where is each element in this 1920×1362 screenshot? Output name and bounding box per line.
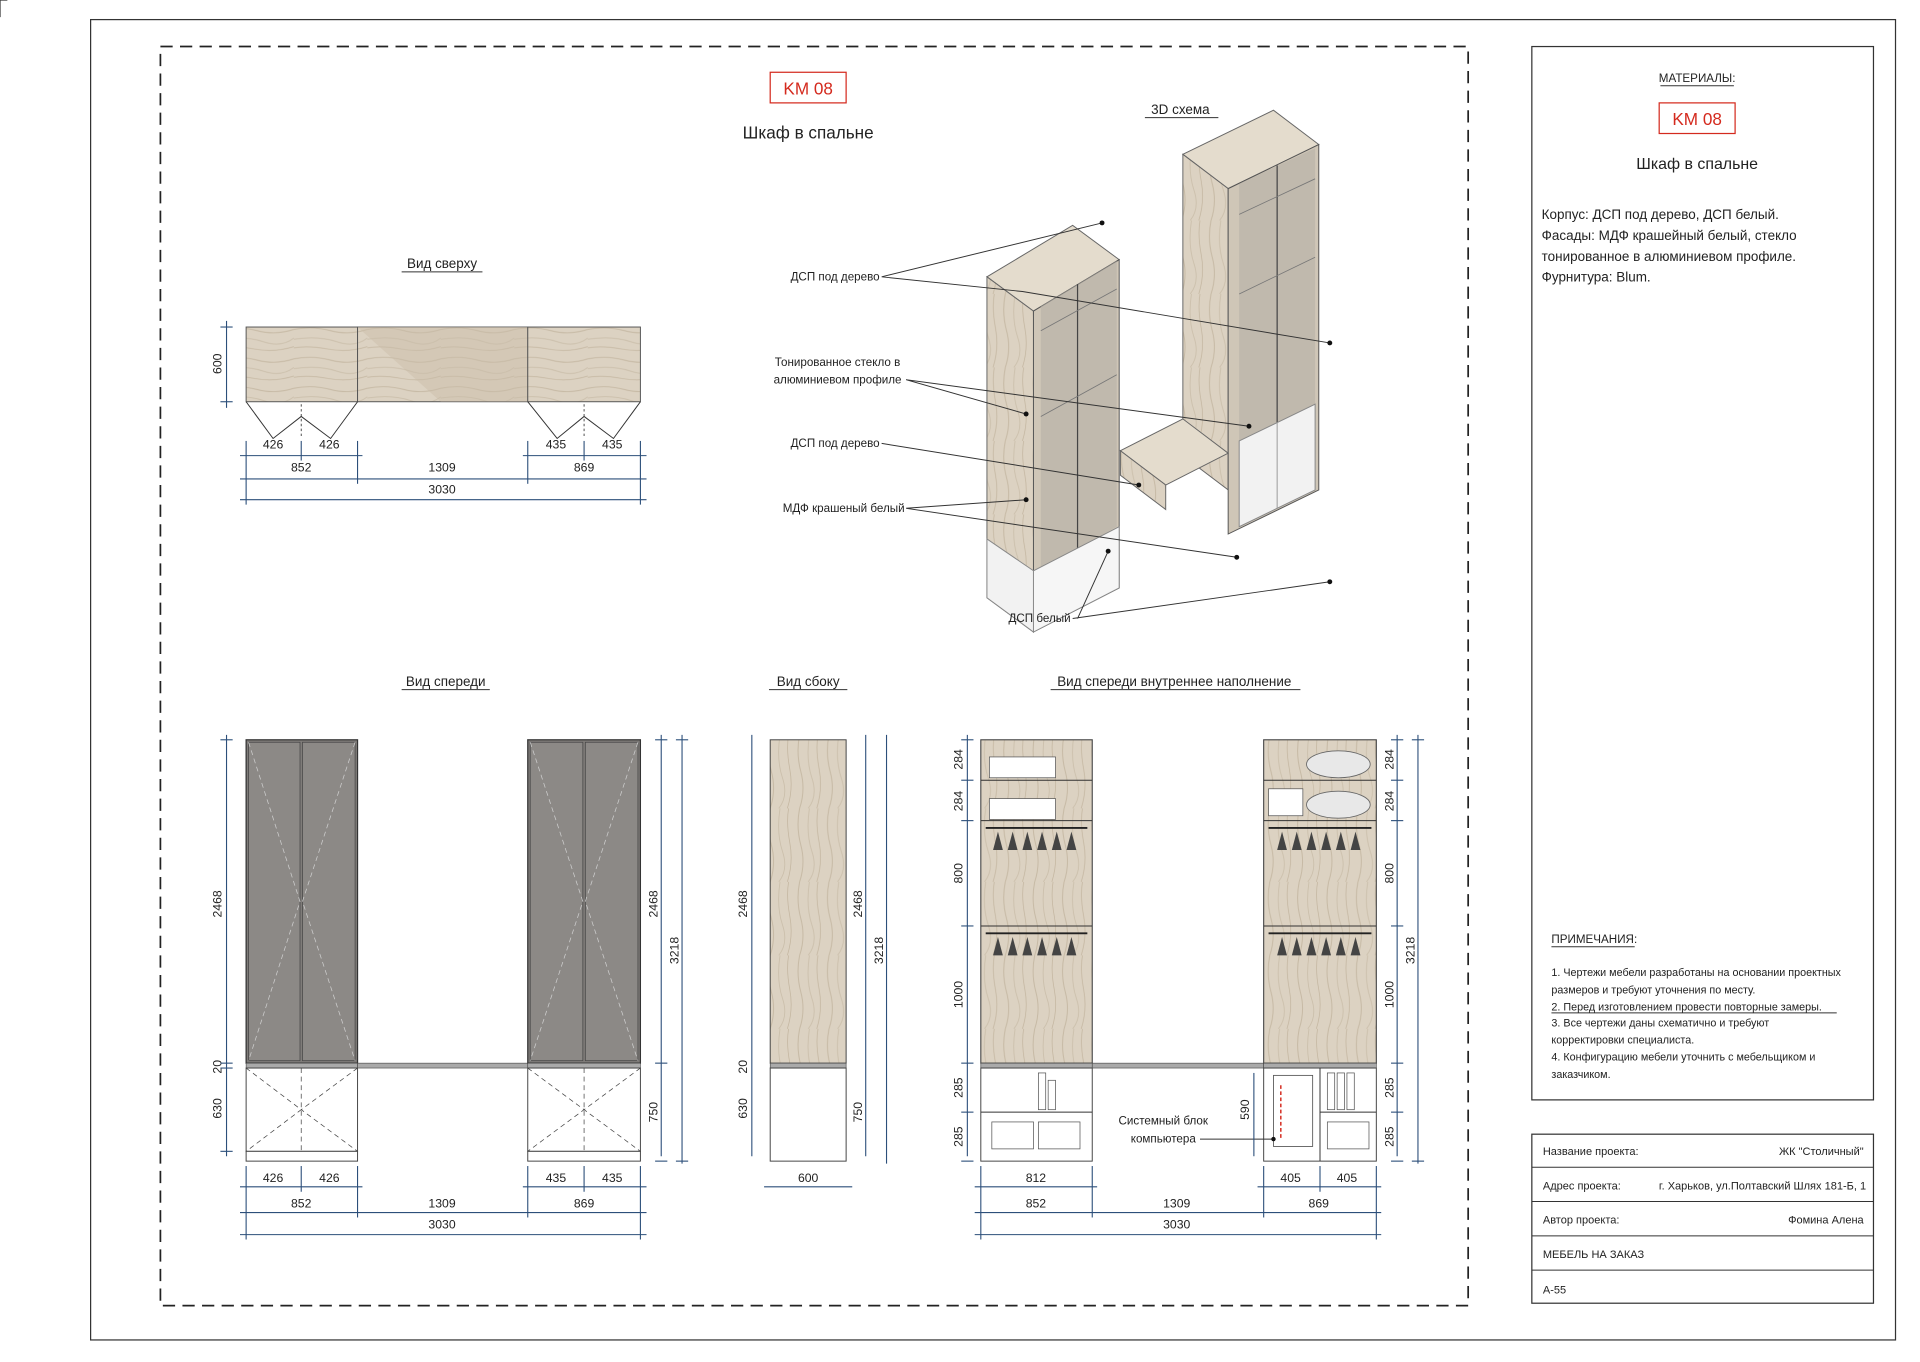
svg-text:852: 852 (291, 1196, 312, 1211)
svg-text:869: 869 (573, 1196, 595, 1211)
svg-text:600: 600 (210, 353, 225, 374)
svg-text:852: 852 (1025, 1196, 1047, 1211)
side-view-title: Вид сбоку (776, 673, 840, 689)
svg-text:800: 800 (951, 863, 966, 884)
callout-glass-1: Тонированное стекло в (774, 356, 901, 370)
svg-text:3218: 3218 (667, 936, 682, 965)
svg-text:284: 284 (951, 749, 966, 770)
materials-title: Шкаф в спальне (1636, 156, 1759, 174)
svg-text:285: 285 (951, 1126, 966, 1147)
svg-text:2468: 2468 (735, 890, 750, 918)
address-value: г. Харьков, ул.Полтавский Шлях 181-Б, 1 (1658, 1180, 1867, 1193)
front-view-title: Вид спереди (405, 673, 486, 689)
svg-text:405: 405 (1336, 1170, 1358, 1185)
isometric-3d-view (882, 110, 1333, 632)
materials-heading: МАТЕРИАЛЫ: (1658, 72, 1736, 86)
svg-text:3030: 3030 (1163, 1217, 1191, 1232)
svg-text:426: 426 (319, 1170, 340, 1185)
svg-text:1000: 1000 (951, 980, 966, 1009)
svg-text:20: 20 (735, 1060, 750, 1074)
svg-text:3218: 3218 (1403, 936, 1418, 965)
inner-view-elevation (981, 740, 1377, 1161)
svg-text:852: 852 (291, 460, 312, 475)
svg-text:435: 435 (602, 1170, 623, 1185)
svg-text:2468: 2468 (210, 890, 225, 918)
materials-line-3: тонированное в алюминиевом профиле. (1541, 248, 1797, 264)
notes-line-6: 4. Конфигурацию мебели уточнить с мебельщиком и (1551, 1051, 1816, 1064)
project-value: ЖК "Столичный" (1778, 1146, 1864, 1159)
svg-text:20: 20 (210, 1060, 225, 1074)
corner-mark (0, 0, 7, 17)
svg-text:869: 869 (573, 460, 595, 475)
svg-text:1309: 1309 (1163, 1196, 1191, 1211)
address-label: Адрес проекта: (1542, 1180, 1621, 1193)
top-view-title: Вид сверху (406, 256, 478, 272)
svg-text:800: 800 (1382, 863, 1397, 884)
svg-text:284: 284 (951, 790, 966, 812)
svg-text:405: 405 (1280, 1170, 1301, 1185)
svg-text:1309: 1309 (428, 460, 456, 475)
side-view-elevation (770, 740, 846, 1161)
svg-text:435: 435 (545, 1170, 567, 1185)
notes-line-7: заказчиком. (1551, 1068, 1611, 1081)
svg-text:285: 285 (1382, 1077, 1397, 1098)
callout-pc-2: компьютера (1130, 1132, 1196, 1146)
drawing-title: Шкаф в спальне (742, 122, 874, 143)
svg-text:630: 630 (735, 1098, 750, 1119)
svg-text:435: 435 (602, 437, 623, 452)
svg-text:1000: 1000 (1382, 980, 1397, 1009)
notes-heading: ПРИМЕЧАНИЯ: (1551, 933, 1638, 947)
svg-text:284: 284 (1382, 749, 1397, 770)
svg-text:869: 869 (1308, 1196, 1329, 1211)
callout-dsp-wood-1: ДСП под дерево (790, 270, 880, 284)
svg-text:3030: 3030 (428, 482, 456, 497)
callout-mdf-white: МДФ крашеный белый (782, 501, 905, 515)
notes-line-1: 1. Чертежи мебели разработаны на основании проектных (1551, 967, 1841, 980)
svg-text:284: 284 (1382, 790, 1397, 812)
svg-text:3030: 3030 (428, 1217, 456, 1232)
svg-text:426: 426 (319, 437, 340, 452)
drawing-code: KM 08 (783, 78, 833, 99)
svg-text:1309: 1309 (428, 1196, 456, 1211)
materials-line-1: Корпус: ДСП под дерево, ДСП белый. (1541, 207, 1779, 223)
svg-text:2468: 2468 (851, 890, 866, 918)
inner-view-title: Вид спереди внутреннее наполнение (1057, 673, 1292, 689)
svg-text:2468: 2468 (646, 890, 661, 918)
notes-line-2: размеров и требуют уточнения по месту. (1551, 984, 1756, 997)
callout-pc-1: Системный блок (1118, 1114, 1208, 1128)
company-name: МЕБЕЛЬ НА ЗАКАЗ (1542, 1248, 1645, 1261)
svg-text:285: 285 (1382, 1126, 1397, 1147)
callout-dsp-white: ДСП белый (1008, 612, 1071, 626)
sheet-number: А-55 (1542, 1284, 1567, 1297)
svg-text:426: 426 (262, 1170, 284, 1185)
notes-line-5: корректировки специалиста. (1551, 1034, 1695, 1047)
svg-text:3218: 3218 (871, 936, 886, 965)
svg-text:590: 590 (1237, 1099, 1252, 1120)
scheme-3d-label: 3D схема (1151, 101, 1210, 117)
author-value: Фомина Алена (1788, 1214, 1864, 1227)
notes-line-4: 3. Все чертежи даны схематично и требуют (1551, 1017, 1770, 1030)
front-view-elevation (246, 740, 640, 1161)
callout-glass-2: алюминиевом профиле (773, 373, 902, 387)
project-label: Название проекта: (1542, 1146, 1639, 1159)
svg-text:600: 600 (797, 1170, 819, 1185)
callout-dsp-wood-2: ДСП под дерево (790, 437, 880, 451)
svg-text:750: 750 (851, 1101, 866, 1123)
notes-line-3: 2. Перед изготовлением провести повторные замеры. (1551, 1001, 1822, 1014)
svg-text:435: 435 (545, 437, 567, 452)
top-view-plan (246, 327, 640, 438)
svg-text:812: 812 (1025, 1170, 1047, 1185)
svg-text:426: 426 (262, 437, 284, 452)
svg-text:630: 630 (210, 1098, 225, 1119)
materials-line-2: Фасады: МДФ крашейный белый, стекло (1541, 228, 1797, 244)
materials-code: KM 08 (1672, 108, 1722, 129)
materials-line-4: Фурнитура: Blum. (1541, 269, 1651, 285)
svg-text:750: 750 (646, 1101, 661, 1123)
svg-text:285: 285 (951, 1077, 966, 1098)
author-label: Автор проекта: (1542, 1214, 1620, 1227)
